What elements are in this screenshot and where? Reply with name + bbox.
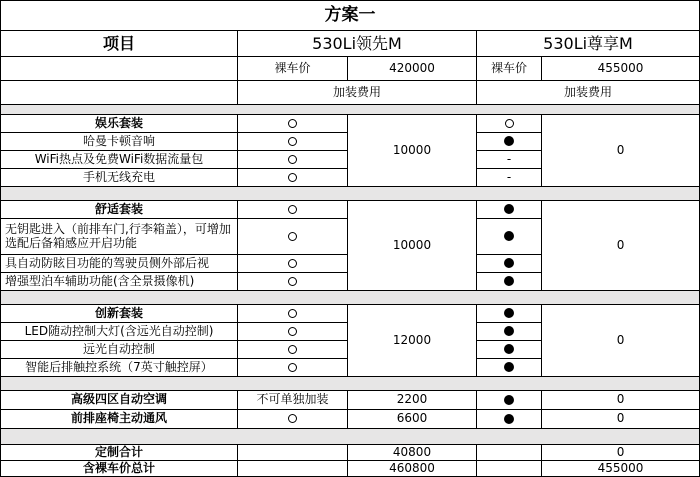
plan-a-mark bbox=[238, 169, 348, 187]
plan-a-package-cost: 10000 bbox=[348, 201, 477, 291]
grand-total-label: 含裸车价总计 bbox=[1, 461, 238, 477]
feature-name: 无钥匙进入（前排车门,行李箱盖），可增加选配后备箱感应开启功能 bbox=[1, 219, 238, 255]
addon-label-a: 加装费用 bbox=[238, 81, 477, 105]
plan-b-mark bbox=[477, 151, 542, 169]
dash-mark: - bbox=[506, 169, 512, 184]
header-item: 项目 bbox=[1, 31, 238, 57]
empty-circle-icon bbox=[288, 277, 297, 286]
empty-circle-icon bbox=[288, 309, 297, 318]
empty-circle-icon bbox=[288, 414, 297, 423]
empty-circle-icon bbox=[288, 137, 297, 146]
feature-name: 远光自动控制 bbox=[1, 341, 238, 359]
plan-b-mark bbox=[477, 305, 542, 323]
plan-a-mark bbox=[238, 273, 348, 291]
filled-dot-icon bbox=[504, 362, 514, 372]
package-name: 创新套装 bbox=[1, 305, 238, 323]
empty-circle-icon bbox=[288, 259, 297, 268]
empty-cell bbox=[238, 445, 348, 461]
plan-b-mark bbox=[477, 255, 542, 273]
empty-cell bbox=[1, 57, 238, 81]
filled-dot-icon bbox=[504, 308, 514, 318]
filled-dot-icon bbox=[504, 326, 514, 336]
plan-a-mark bbox=[238, 359, 348, 377]
feature-name: WiFi热点及免费WiFi数据流量包 bbox=[1, 151, 238, 169]
plan-a-package-cost: 10000 bbox=[348, 115, 477, 187]
custom-total-plan-a: 40800 bbox=[348, 445, 477, 461]
price-label-a: 裸车价 bbox=[238, 57, 348, 81]
empty-cell bbox=[477, 461, 542, 477]
plan-b-mark bbox=[477, 410, 542, 429]
price-value-b: 455000 bbox=[542, 57, 700, 81]
empty-cell bbox=[477, 445, 542, 461]
plan-b-mark bbox=[477, 323, 542, 341]
price-value-a: 420000 bbox=[348, 57, 477, 81]
plan-a-extra-cost: 2200 bbox=[348, 391, 477, 410]
empty-circle-icon bbox=[505, 119, 514, 128]
plan-b-mark bbox=[477, 273, 542, 291]
filled-dot-icon bbox=[504, 231, 514, 241]
plan-a-package-cost: 12000 bbox=[348, 305, 477, 377]
empty-circle-icon bbox=[288, 327, 297, 336]
feature-name: 智能后排触控系统（7英寸触控屏） bbox=[1, 359, 238, 377]
plan-a-mark bbox=[238, 115, 348, 133]
plan-b-mark bbox=[477, 391, 542, 410]
extra-feature-name: 高级四区自动空调 bbox=[1, 391, 238, 410]
header-plan-a: 530Li领先M bbox=[238, 31, 477, 57]
spacer-row bbox=[1, 429, 700, 445]
filled-dot-icon bbox=[504, 204, 514, 214]
spacer-row bbox=[1, 105, 700, 115]
plan-a-extra-cost: 6600 bbox=[348, 410, 477, 429]
table-title: 方案一 bbox=[1, 1, 700, 31]
plan-b-package-cost: 0 bbox=[542, 201, 700, 291]
filled-dot-icon bbox=[504, 395, 514, 405]
plan-b-mark bbox=[477, 169, 542, 187]
addon-label-b: 加装费用 bbox=[477, 81, 700, 105]
header-plan-b: 530Li尊享M bbox=[477, 31, 700, 57]
filled-dot-icon bbox=[504, 136, 514, 146]
plan-b-mark bbox=[477, 359, 542, 377]
empty-circle-icon bbox=[288, 345, 297, 354]
plan-a-mark bbox=[238, 341, 348, 359]
empty-circle-icon bbox=[288, 205, 297, 214]
empty-circle-icon bbox=[288, 363, 297, 372]
plan-b-mark bbox=[477, 201, 542, 219]
feature-name: LED随动控制大灯(含远光自动控制) bbox=[1, 323, 238, 341]
plan-b-extra-cost: 0 bbox=[542, 391, 700, 410]
empty-circle-icon bbox=[288, 119, 297, 128]
filled-dot-icon bbox=[504, 258, 514, 268]
plan-a-mark bbox=[238, 410, 348, 429]
feature-name: 手机无线充电 bbox=[1, 169, 238, 187]
empty-cell bbox=[238, 461, 348, 477]
grand-total-plan-b: 455000 bbox=[542, 461, 700, 477]
extra-feature-name: 前排座椅主动通风 bbox=[1, 410, 238, 429]
plan-a-mark bbox=[238, 151, 348, 169]
plan-a-mark bbox=[238, 133, 348, 151]
plan-a-mark bbox=[238, 219, 348, 255]
plan-b-mark bbox=[477, 133, 542, 151]
plan-b-package-cost: 0 bbox=[542, 115, 700, 187]
plan-b-mark bbox=[477, 341, 542, 359]
empty-circle-icon bbox=[288, 232, 297, 241]
package-name: 娱乐套装 bbox=[1, 115, 238, 133]
plan-a-mark: 不可单独加装 bbox=[238, 391, 348, 410]
spacer-row bbox=[1, 291, 700, 305]
grand-total-plan-a: 460800 bbox=[348, 461, 477, 477]
plan-b-package-cost: 0 bbox=[542, 305, 700, 377]
empty-cell bbox=[1, 81, 238, 105]
empty-circle-icon bbox=[288, 173, 297, 182]
plan-a-mark bbox=[238, 323, 348, 341]
empty-circle-icon bbox=[288, 155, 297, 164]
filled-dot-icon bbox=[504, 344, 514, 354]
price-label-b: 裸车价 bbox=[477, 57, 542, 81]
package-name: 舒适套装 bbox=[1, 201, 238, 219]
plan-a-mark bbox=[238, 201, 348, 219]
custom-total-label: 定制合计 bbox=[1, 445, 238, 461]
feature-name: 增强型泊车辅助功能(含全景摄像机) bbox=[1, 273, 238, 291]
custom-total-plan-b: 0 bbox=[542, 445, 700, 461]
feature-name: 具自动防眩目功能的驾驶员侧外部后视 bbox=[1, 255, 238, 273]
spacer-row bbox=[1, 377, 700, 391]
feature-name: 哈曼卡顿音响 bbox=[1, 133, 238, 151]
plan-a-mark bbox=[238, 255, 348, 273]
spacer-row bbox=[1, 187, 700, 201]
plan-b-extra-cost: 0 bbox=[542, 410, 700, 429]
plan-b-mark bbox=[477, 219, 542, 255]
dash-mark: - bbox=[506, 151, 512, 166]
filled-dot-icon bbox=[504, 414, 514, 424]
filled-dot-icon bbox=[504, 276, 514, 286]
plan-b-mark bbox=[477, 115, 542, 133]
plan-a-mark bbox=[238, 305, 348, 323]
